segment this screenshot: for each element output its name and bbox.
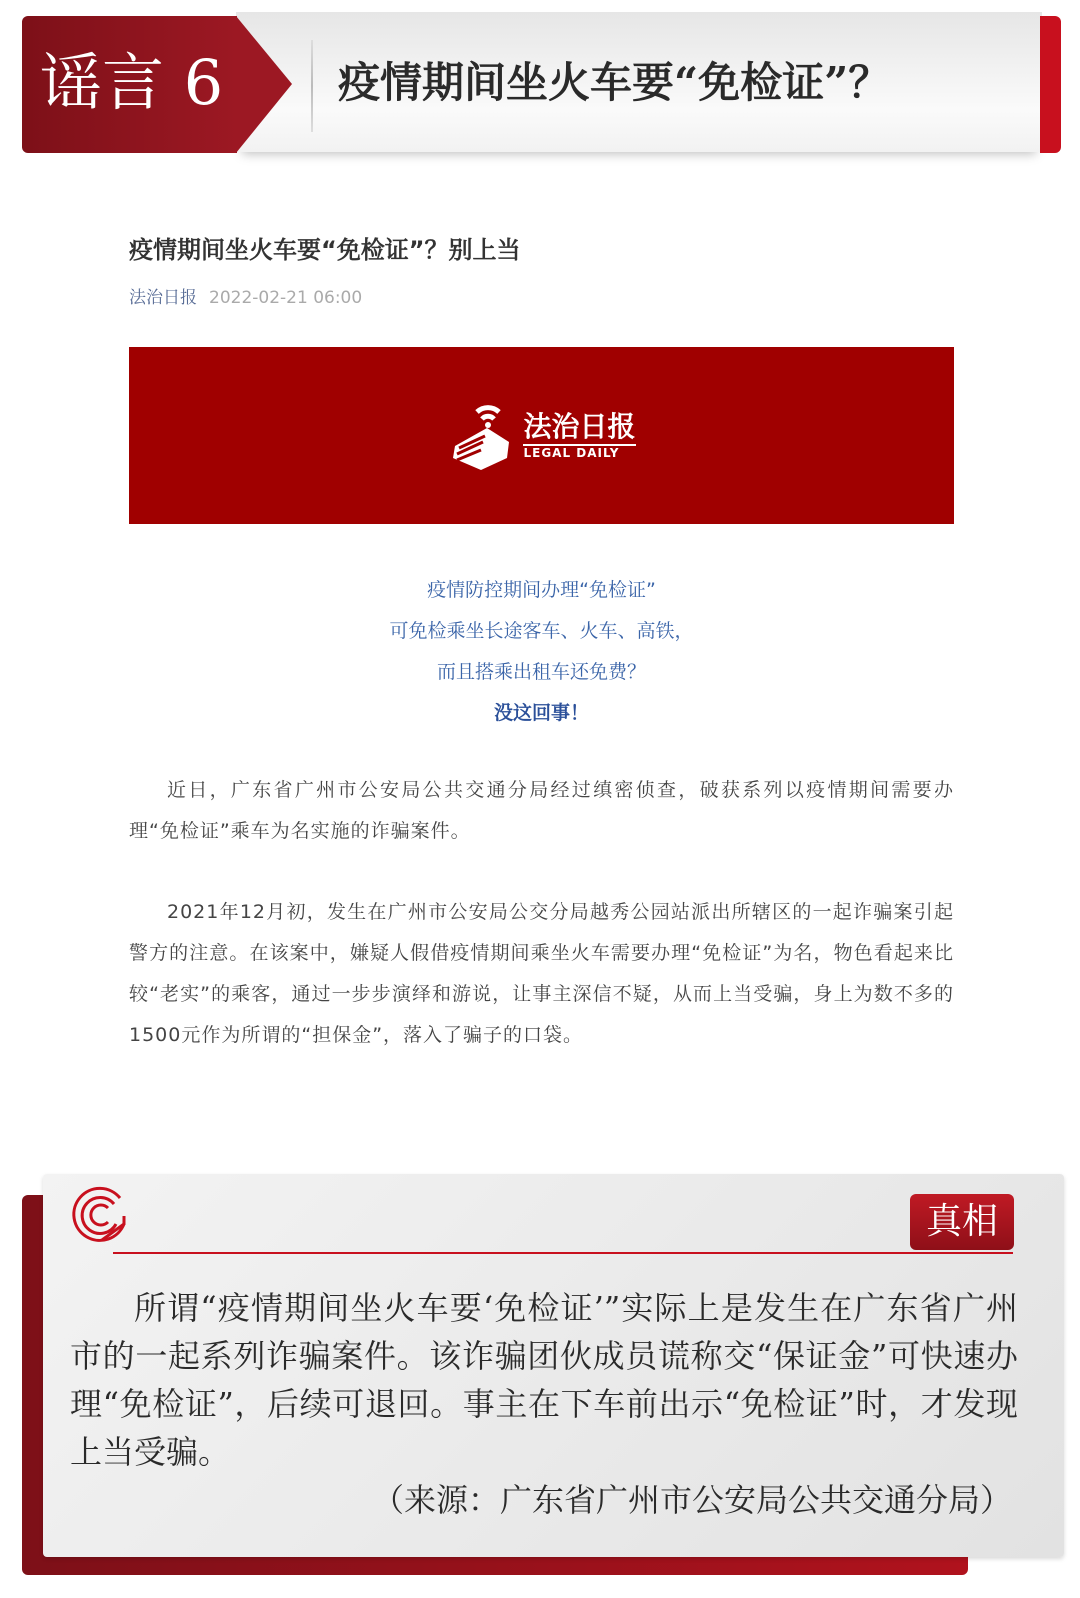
truth-divider [113,1252,1013,1254]
truth-text: 所谓“疫情期间坐火车要‘免检证’”实际上是发生在广东省广州市的一起系列诈骗案件。该诈骗团伙成员谎称交“保证金”可快速办理“免检证”，后续可退回。事主在下车前出示“免检证”时，才发现上当受骗。 [70,1289,1018,1471]
logo-text-cn: 法治日报 [523,409,636,443]
article-paragraph: 近日，广东省广州市公安局公共交通分局经过缜密侦查，破获系列以疫情期间需要办理“免检证”乘车为名实施的诈骗案件。 [129,779,954,842]
header-accent-stripe [1040,16,1061,153]
header-arrow [236,16,292,153]
rumor-label: 谣言 6 [40,46,224,119]
article-lede [129,570,954,734]
truth-source: （来源：广东省广州市公安局公共交通分局） [371,1481,1012,1519]
logo-text-en: LEGAL DAILY [523,444,635,460]
article-paragraph: 2021年12月初，发生在广州市公安局公交分局越秀公园站派出所辖区的一起诈骗案引起警方的注意。在该案中，嫌疑人假借疫情期间乘坐火车需要办理“免检证”为名，物色看起来比较“老实”的乘客，通过一步步演绎和游说，让事主深信不疑，从而上当受骗，身上为数不多的1500元作为所谓的“担保金”，落入了骗子的口袋。 [129,901,954,1046]
article-meta [129,283,362,308]
lede-conclusion: 没这回事！ [493,702,589,724]
article-title: 疫情期间坐火车要“免检证”？别上当 [129,236,521,264]
rumor-title: 疫情期间坐火车要“免检证”？ [338,58,891,107]
legal-daily-logo [447,398,635,474]
legal-daily-logo-icon [447,398,523,474]
lede-line: 疫情防控期间办理“免检证” [427,579,656,601]
header-divider [311,40,313,132]
article-source-link[interactable]: 法治日报 [129,288,197,308]
truth-badge: 真相 [910,1194,1014,1250]
spiral-logo-icon [68,1184,132,1248]
lede-line: 可免检乘坐长途客车、火车、高铁， [389,620,694,642]
article-banner [129,347,954,524]
article-date: 2022-02-21 06:00 [209,288,363,308]
lede-line: 而且搭乘出租车还免费？ [436,661,646,683]
